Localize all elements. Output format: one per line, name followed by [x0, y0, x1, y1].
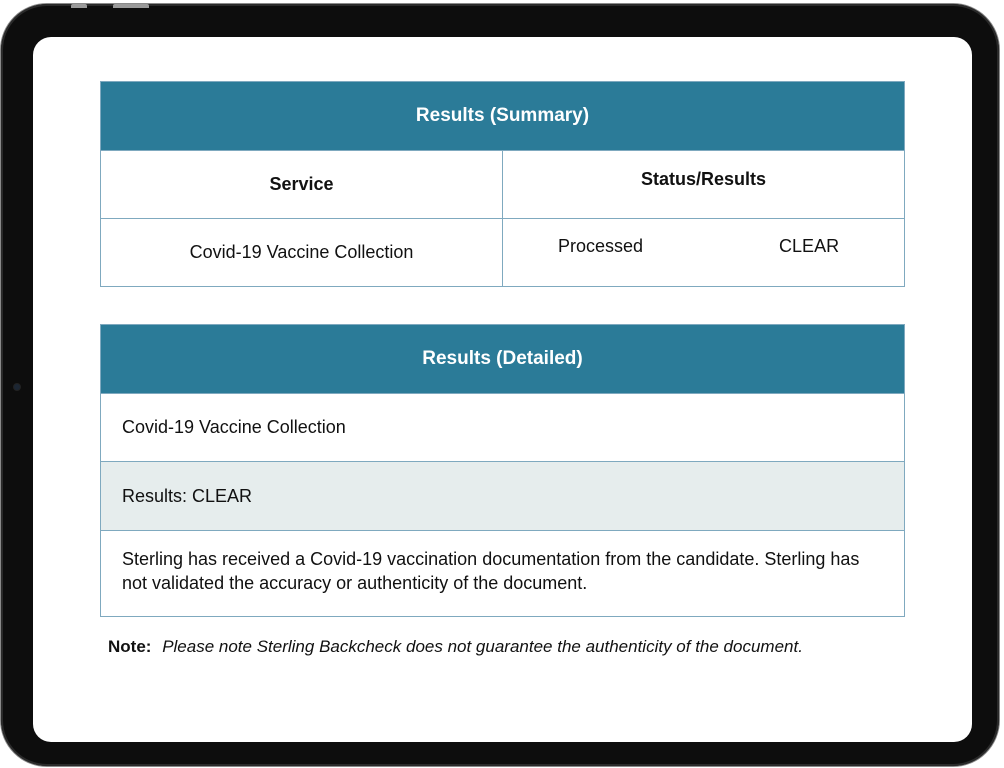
status-column-header: Status/Results	[502, 151, 904, 218]
results-summary-header: Results (Summary)	[101, 82, 904, 150]
detailed-results-row: Results: CLEAR	[101, 461, 904, 530]
camera-icon	[14, 384, 20, 390]
summary-header-row	[101, 150, 904, 218]
service-column-header: Service	[269, 174, 334, 194]
detailed-description-row: Sterling has received a Covid-19 vaccination documentation from the candidate. Sterling has not validated the accuracy or authenticity of the document.	[101, 530, 904, 616]
screen	[33, 37, 972, 742]
status-processed: Processed	[558, 236, 644, 256]
results-summary-table	[100, 81, 905, 287]
table-row	[101, 218, 904, 286]
hardware-button	[71, 4, 87, 8]
results-detailed-table	[100, 324, 905, 617]
note-text: Please note Sterling Backcheck does not guarantee the authenticity of the document.	[162, 637, 803, 656]
note	[108, 637, 803, 657]
note-label: Note:	[108, 637, 152, 656]
status-badge: CLEAR	[779, 236, 840, 256]
hardware-button	[113, 4, 149, 8]
results-detailed-header: Results (Detailed)	[101, 325, 904, 393]
detailed-service-row: Covid-19 Vaccine Collection	[101, 393, 904, 461]
status-cell	[502, 219, 904, 286]
tablet-frame	[1, 4, 999, 766]
service-cell: Covid-19 Vaccine Collection	[189, 242, 414, 262]
